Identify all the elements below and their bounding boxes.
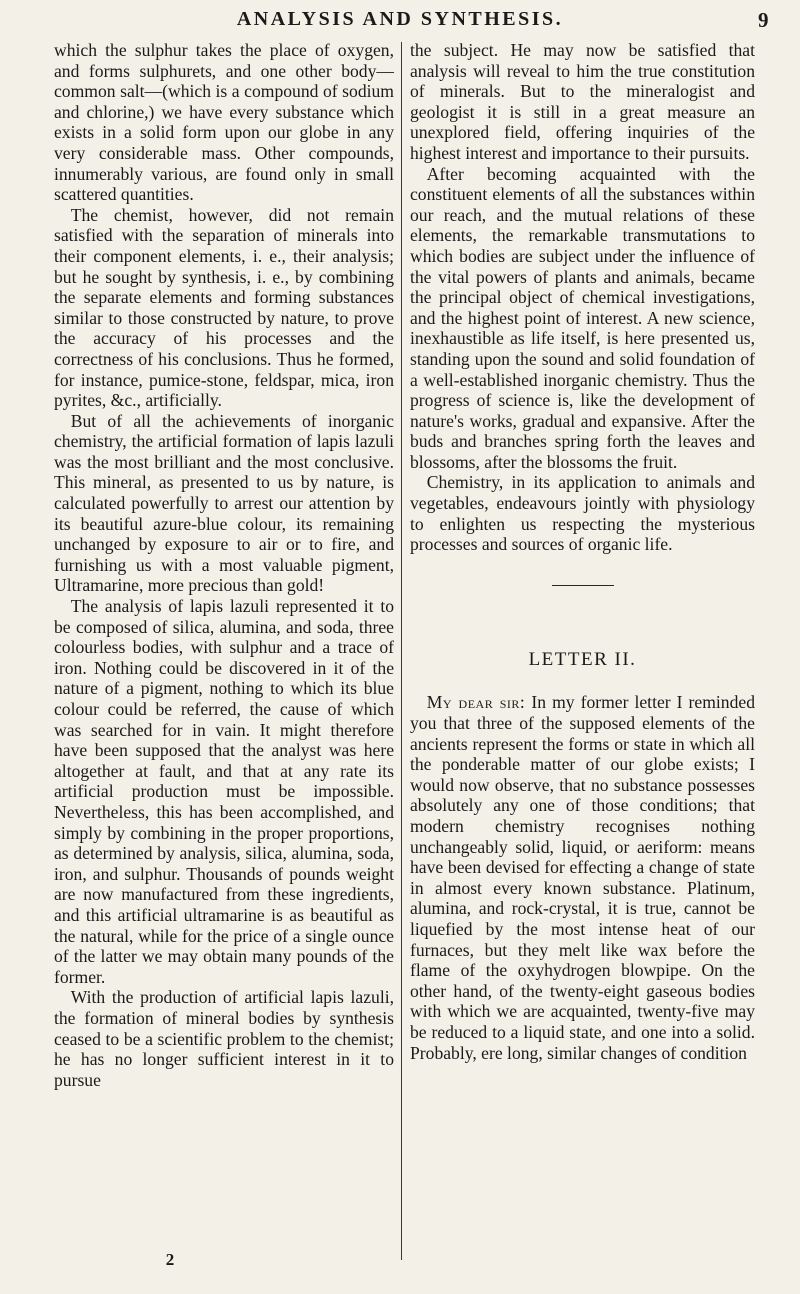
right-column bbox=[410, 40, 755, 1264]
paragraph: The analysis of lapis lazuli represented it to be composed of silica, alumina, and soda, three colourless bodies, with sulphur and a trace of iron. Nothing could be discovered in it of the nature of a pigment, nothing to which its blue colour could be referred, the cause of which was searched for in vain. It might therefore have been supposed that the analyst was here altogether at fault, and that at any rate its artificial production must be impossible. Nevertheless, this has been accomplished, and simply by combining in the proper proportions, as determined by analysis, silica, alumina, soda, iron, and sulphur. Thousands of pounds weight are now manufactured from these ingredients, and this artificial ultramarine is as beautiful as the natural, while for the price of a single ounce of the latter we may obtain many pounds of the former. bbox=[54, 596, 394, 987]
paragraph: Chemistry, in its application to animals and vegetables, endeavours jointly with physiology to enlighten us respecting the mysterious processes and sources of organic life. bbox=[410, 472, 755, 555]
page-number: 9 bbox=[758, 8, 769, 32]
letter-body: In my former letter I reminded you that three of the supposed elements of the ancients represent the forms or state in which all the ponderable matter of our globe exists; I would now observe, that no substance possesses absolutely any one of those conditions; that modern chemistry recognises nothing unchangeably solid, liquid, or aeriform: means have been devised for effecting a change of state in almost every known substance. Platinum, alumina, and rock-crystal, it is true, cannot be liquefied by the most intense heat of our furnaces, but they melt like wax before the flame of the oxyhydrogen blowpipe. On the other hand, of the twenty-eight gaseous bodies with which we are acquainted, twenty-five may be reduced to a liquid state, and one into a solid. Probably, ere long, similar changes of condition bbox=[410, 692, 755, 1063]
signature-mark: 2 bbox=[165, 1250, 175, 1269]
section-separator bbox=[552, 585, 614, 586]
running-head bbox=[0, 6, 800, 36]
paragraph: With the production of artificial lapis lazuli, the formation of mineral bodies by synthesis ceased to be a scientific problem to the chemist; he has no longer sufficient interest in it to pursue bbox=[54, 987, 394, 1090]
paragraph: But of all the achievements of inorganic chemistry, the artificial formation of lapis lazuli was the most brilliant and the most conclusive. This mineral, as presented to us by nature, is calculated powerfully to arrest our attention by its beautiful azure-blue colour, its remaining unchanged by exposure to air or to fire, and furnishing us with a most valuable pigment, Ultramarine, more precious than gold! bbox=[54, 410, 394, 596]
column-divider bbox=[401, 42, 402, 1260]
paragraph: After becoming acquainted with the constituent elements of all the substances within our reach, and the mutual relations of these elements, the remarkable transmutations to which bodies are subject under the influence of the vital powers of plants and animals, became the principal object of chemical investigations, and the highest point of interest. A new science, inexhaustible as life itself, is here presented us, standing upon the sound and solid foundation of a well-established inorganic chemistry. Thus the progress of science is, like the development of nature's works, gradual and expansive. After the buds and branches spring forth the leaves and blossoms, after the blossoms the fruit. bbox=[410, 163, 755, 472]
letter-heading: LETTER II. bbox=[528, 648, 637, 670]
letter-paragraph bbox=[410, 692, 755, 1063]
paragraph: the subject. He may now be satisfied that analysis will reveal to him the true constitution of minerals. But to the mineralogist and geologist it is still in a great measure an unexplored field, offering inquiries of the highest interest and importance to their pursuits. bbox=[410, 40, 755, 163]
paragraph: The chemist, however, did not remain satisfied with the separation of minerals into their component elements, i. e., their analysis; but he sought by synthesis, i. e., by combining the separate elements and forming substances similar to those constructed by nature, to prove the accuracy of his processes and the correctness of his conclusions. Thus he formed, for instance, pumice-stone, feldspar, mica, iron pyrites, &c., artificially. bbox=[54, 204, 394, 411]
paragraph: which the sulphur takes the place of oxygen, and forms sulphurets, and one other body—common salt—(which is a compound of sodium and chlorine,) we have every substance which exists in a solid form upon our globe in any very considerable mass. Other compounds, innumerably various, are found only in small scattered quantities. bbox=[54, 40, 394, 205]
salutation: My dear sir: bbox=[426, 692, 526, 713]
left-column bbox=[54, 40, 394, 1264]
running-title: ANALYSIS AND SYNTHESIS. bbox=[236, 8, 564, 30]
